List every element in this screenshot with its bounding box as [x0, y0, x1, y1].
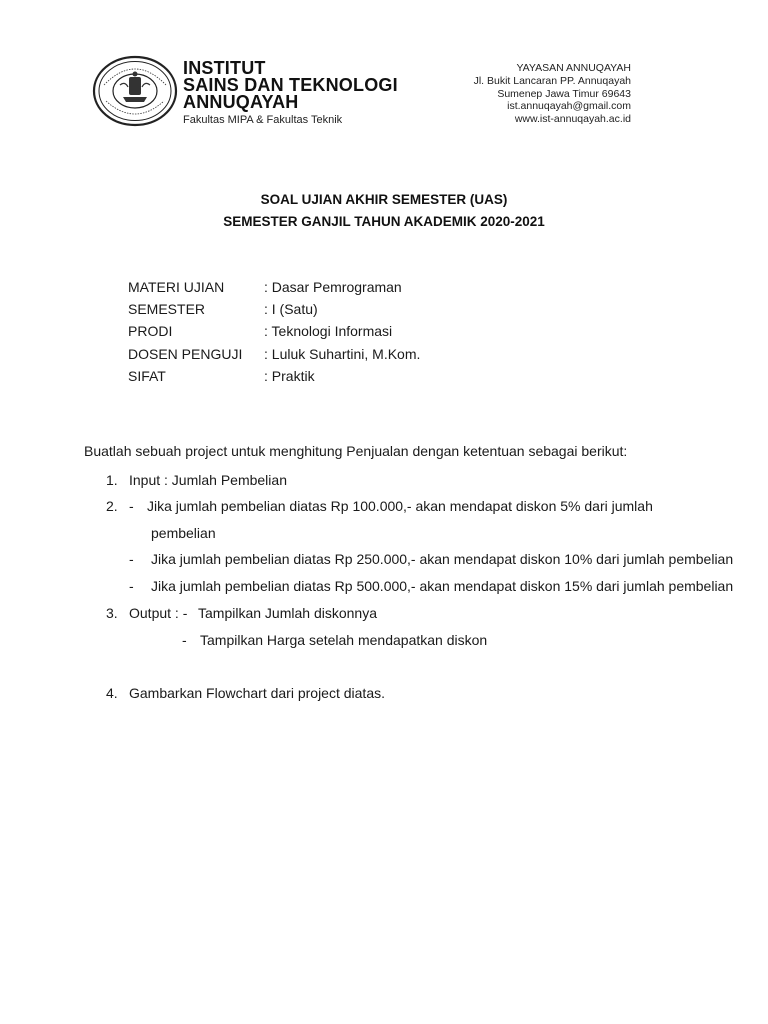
- list-subitem-text: Jika jumlah pembelian diatas Rp 100.000,- akan mendapat diskon 5% dari jumlah: [147, 498, 653, 514]
- list-number: 3.: [106, 605, 118, 621]
- list-dash: -: [182, 632, 187, 648]
- info-value: : Teknologi Informasi: [264, 323, 393, 339]
- list-item-text: Gambarkan Flowchart dari project diatas.: [129, 685, 385, 701]
- institution-seal-logo: [92, 55, 178, 127]
- address-line: Jl. Bukit Lancaran PP. Annuqayah: [473, 74, 631, 87]
- institution-name: [183, 60, 398, 111]
- info-row-sifat: [128, 368, 315, 388]
- info-label: PRODI: [128, 323, 173, 339]
- info-row-dosen: [128, 346, 420, 366]
- instructions-intro: Buatlah sebuah project untuk menghitung Penjualan dengan ketentuan sebagai berikut:: [84, 443, 628, 459]
- exam-subtitle: SEMESTER GANJIL TAHUN AKADEMIK 2020-2021: [223, 214, 545, 229]
- info-value: : Praktik: [264, 368, 315, 384]
- list-number: 2.: [106, 498, 118, 514]
- institution-name-line: INSTITUT: [183, 58, 266, 78]
- list-number: 4.: [106, 685, 118, 701]
- list-subitem-text: Tampilkan Harga setelah mendapatkan diskon: [200, 632, 488, 648]
- address-block: [474, 62, 631, 126]
- info-row-semester: [128, 301, 318, 321]
- faculty-label: Fakultas MIPA & Fakultas Teknik: [183, 114, 343, 126]
- list-subitem-text: Jika jumlah pembelian diatas Rp 250.000,- akan mendapat diskon 10% dari jumlah pembelian: [151, 551, 734, 567]
- info-row-prodi: [128, 323, 392, 343]
- list-item-text: Input : Jumlah Pembelian: [129, 472, 287, 488]
- info-row-materi: [128, 279, 402, 299]
- list-subitem-text: pembelian: [151, 525, 216, 541]
- info-value: : I (Satu): [264, 301, 318, 317]
- list-number: 1.: [106, 472, 118, 488]
- address-line: www.ist-annuqayah.ac.id: [514, 113, 631, 126]
- list-subitem-text: Tampilkan Jumlah diskonnya: [198, 605, 377, 621]
- exam-title: SOAL UJIAN AKHIR SEMESTER (UAS): [260, 192, 508, 207]
- address-line: Sumenep Jawa Timur 69643: [497, 87, 631, 100]
- address-line: YAYASAN ANNUQAYAH: [516, 62, 631, 74]
- address-line: ist.annuqayah@gmail.com: [507, 100, 631, 113]
- info-label: MATERI UJIAN: [128, 279, 225, 295]
- info-label: DOSEN PENGUJI: [128, 346, 243, 362]
- list-dash: -: [129, 578, 134, 594]
- info-label: SIFAT: [128, 368, 166, 384]
- info-value: : Luluk Suhartini, M.Kom.: [264, 346, 421, 362]
- list-dash: -: [129, 551, 134, 567]
- info-label: SEMESTER: [128, 301, 206, 317]
- output-label: Output : -: [129, 605, 188, 621]
- list-subitem-text: Jika jumlah pembelian diatas Rp 500.000,- akan mendapat diskon 15% dari jumlah pembelian: [151, 578, 734, 594]
- institution-name-line: ANNUQAYAH: [183, 92, 299, 112]
- info-value: : Dasar Pemrograman: [264, 279, 402, 295]
- institution-name-line: SAINS DAN TEKNOLOGI: [183, 75, 398, 95]
- list-dash: -: [129, 498, 134, 514]
